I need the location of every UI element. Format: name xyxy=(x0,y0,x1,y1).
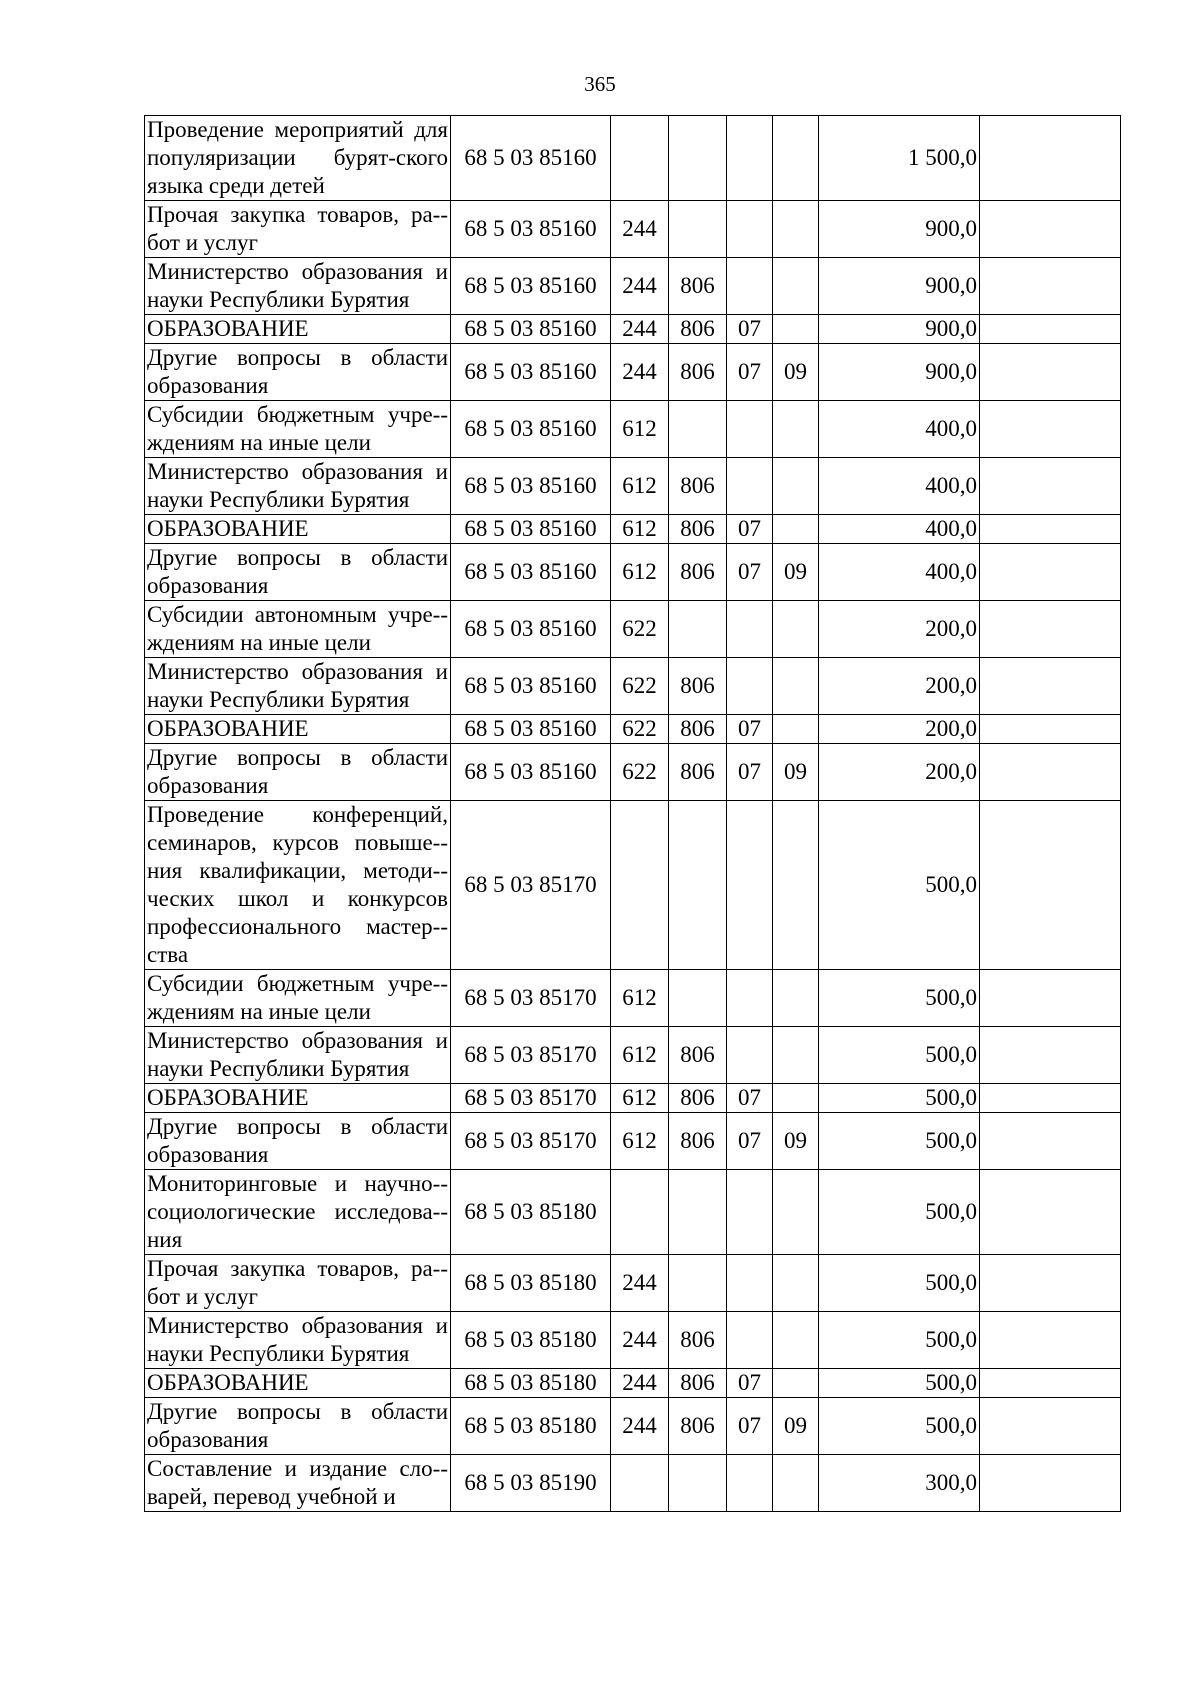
amount-cell: 900,0 xyxy=(819,201,980,258)
empty-cell xyxy=(980,258,1121,315)
table-row xyxy=(145,744,1121,801)
section-code-cell xyxy=(727,116,773,201)
table-row xyxy=(145,258,1121,315)
amount-cell: 300,0 xyxy=(819,1455,980,1512)
subsection-code-cell: 09 xyxy=(773,744,819,801)
amount-cell: 900,0 xyxy=(819,344,980,401)
agency-code-cell: 806 xyxy=(669,544,727,601)
table-row xyxy=(145,458,1121,515)
item-name-cell: Другие вопросы в области образования xyxy=(145,744,451,801)
amount-cell: 200,0 xyxy=(819,658,980,715)
subsection-code-cell xyxy=(773,1255,819,1312)
subsection-code-cell xyxy=(773,1027,819,1084)
target-code-cell: 68 5 03 85160 xyxy=(451,658,611,715)
expense-type-cell: 244 xyxy=(611,258,669,315)
section-code-cell xyxy=(727,1170,773,1255)
empty-cell xyxy=(980,715,1121,744)
table-row xyxy=(145,344,1121,401)
item-name-cell: Мониторинговые и научно-социологические исследова-ния xyxy=(145,1170,451,1255)
empty-cell xyxy=(980,744,1121,801)
empty-cell xyxy=(980,1084,1121,1113)
section-code-cell: 07 xyxy=(727,1398,773,1455)
agency-code-cell xyxy=(669,201,727,258)
target-code-cell: 68 5 03 85170 xyxy=(451,801,611,970)
table-row xyxy=(145,658,1121,715)
table-row xyxy=(145,1113,1121,1170)
item-name-cell: Проведение конференций, семинаров, курсов повыше-ния квалификации, методи-ческих школ и конкурсов профессионального мастер-ства xyxy=(145,801,451,970)
item-name-cell: Прочая закупка товаров, ра-бот и услуг xyxy=(145,201,451,258)
subsection-code-cell xyxy=(773,1170,819,1255)
subsection-code-cell xyxy=(773,201,819,258)
agency-code-cell: 806 xyxy=(669,258,727,315)
agency-code-cell xyxy=(669,401,727,458)
section-code-cell xyxy=(727,1312,773,1369)
expense-type-cell: 244 xyxy=(611,1398,669,1455)
item-name-cell: Другие вопросы в области образования xyxy=(145,1113,451,1170)
amount-cell: 400,0 xyxy=(819,544,980,601)
target-code-cell: 68 5 03 85160 xyxy=(451,401,611,458)
amount-cell: 400,0 xyxy=(819,515,980,544)
budget-table-body xyxy=(145,116,1121,1512)
amount-cell: 200,0 xyxy=(819,715,980,744)
empty-cell xyxy=(980,1027,1121,1084)
empty-cell xyxy=(980,1369,1121,1398)
empty-cell xyxy=(980,1170,1121,1255)
section-code-cell: 07 xyxy=(727,1369,773,1398)
expense-type-cell: 244 xyxy=(611,1369,669,1398)
item-name-cell: Проведение мероприятий для популяризации бурят-ского языка среди детей xyxy=(145,116,451,201)
agency-code-cell: 806 xyxy=(669,744,727,801)
item-name-cell: ОБРАЗОВАНИЕ xyxy=(145,715,451,744)
section-code-cell xyxy=(727,1455,773,1512)
agency-code-cell xyxy=(669,601,727,658)
item-name-cell: Субсидии бюджетным учре-ждениям на иные цели xyxy=(145,401,451,458)
table-row xyxy=(145,1398,1121,1455)
expense-type-cell xyxy=(611,1170,669,1255)
section-code-cell xyxy=(727,258,773,315)
agency-code-cell: 806 xyxy=(669,1027,727,1084)
table-row xyxy=(145,515,1121,544)
expense-type-cell: 244 xyxy=(611,1255,669,1312)
expense-type-cell: 612 xyxy=(611,544,669,601)
target-code-cell: 68 5 03 85160 xyxy=(451,515,611,544)
section-code-cell: 07 xyxy=(727,315,773,344)
expense-type-cell: 244 xyxy=(611,1312,669,1369)
subsection-code-cell: 09 xyxy=(773,1398,819,1455)
empty-cell xyxy=(980,1113,1121,1170)
subsection-code-cell xyxy=(773,715,819,744)
empty-cell xyxy=(980,544,1121,601)
item-name-cell: Другие вопросы в области образования xyxy=(145,344,451,401)
amount-cell: 500,0 xyxy=(819,1170,980,1255)
section-code-cell: 07 xyxy=(727,715,773,744)
empty-cell xyxy=(980,401,1121,458)
agency-code-cell: 806 xyxy=(669,1312,727,1369)
target-code-cell: 68 5 03 85160 xyxy=(451,715,611,744)
section-code-cell xyxy=(727,458,773,515)
agency-code-cell: 806 xyxy=(669,344,727,401)
subsection-code-cell: 09 xyxy=(773,544,819,601)
expense-type-cell: 612 xyxy=(611,1113,669,1170)
item-name-cell: ОБРАЗОВАНИЕ xyxy=(145,1369,451,1398)
empty-cell xyxy=(980,1398,1121,1455)
agency-code-cell: 806 xyxy=(669,315,727,344)
table-row xyxy=(145,201,1121,258)
section-code-cell: 07 xyxy=(727,544,773,601)
agency-code-cell xyxy=(669,116,727,201)
empty-cell xyxy=(980,201,1121,258)
agency-code-cell xyxy=(669,801,727,970)
amount-cell: 200,0 xyxy=(819,601,980,658)
table-row xyxy=(145,801,1121,970)
amount-cell: 500,0 xyxy=(819,801,980,970)
empty-cell xyxy=(980,970,1121,1027)
expense-type-cell: 244 xyxy=(611,201,669,258)
amount-cell: 500,0 xyxy=(819,1398,980,1455)
empty-cell xyxy=(980,458,1121,515)
agency-code-cell: 806 xyxy=(669,515,727,544)
target-code-cell: 68 5 03 85170 xyxy=(451,1113,611,1170)
table-row xyxy=(145,715,1121,744)
agency-code-cell: 806 xyxy=(669,1113,727,1170)
empty-cell xyxy=(980,515,1121,544)
table-row xyxy=(145,1170,1121,1255)
subsection-code-cell xyxy=(773,601,819,658)
empty-cell xyxy=(980,601,1121,658)
amount-cell: 500,0 xyxy=(819,1027,980,1084)
expense-type-cell: 612 xyxy=(611,458,669,515)
item-name-cell: Министерство образования и науки Республики Бурятия xyxy=(145,658,451,715)
agency-code-cell xyxy=(669,970,727,1027)
table-row xyxy=(145,1027,1121,1084)
agency-code-cell: 806 xyxy=(669,458,727,515)
item-name-cell: Субсидии автономным учре-ждениям на иные цели xyxy=(145,601,451,658)
section-code-cell xyxy=(727,601,773,658)
empty-cell xyxy=(980,1455,1121,1512)
table-row xyxy=(145,315,1121,344)
target-code-cell: 68 5 03 85180 xyxy=(451,1369,611,1398)
item-name-cell: ОБРАЗОВАНИЕ xyxy=(145,1084,451,1113)
expense-type-cell: 622 xyxy=(611,601,669,658)
amount-cell: 500,0 xyxy=(819,1084,980,1113)
item-name-cell: Министерство образования и науки Республики Бурятия xyxy=(145,1027,451,1084)
subsection-code-cell xyxy=(773,1369,819,1398)
subsection-code-cell xyxy=(773,658,819,715)
target-code-cell: 68 5 03 85180 xyxy=(451,1312,611,1369)
empty-cell xyxy=(980,1312,1121,1369)
table-row xyxy=(145,1455,1121,1512)
item-name-cell: Министерство образования и науки Республики Бурятия xyxy=(145,1312,451,1369)
table-row xyxy=(145,1255,1121,1312)
table-row xyxy=(145,1312,1121,1369)
agency-code-cell: 806 xyxy=(669,1369,727,1398)
expense-type-cell: 622 xyxy=(611,658,669,715)
target-code-cell: 68 5 03 85160 xyxy=(451,344,611,401)
expense-type-cell: 622 xyxy=(611,715,669,744)
expense-type-cell: 612 xyxy=(611,970,669,1027)
expense-type-cell xyxy=(611,801,669,970)
target-code-cell: 68 5 03 85160 xyxy=(451,744,611,801)
subsection-code-cell xyxy=(773,515,819,544)
item-name-cell: ОБРАЗОВАНИЕ xyxy=(145,315,451,344)
target-code-cell: 68 5 03 85170 xyxy=(451,1027,611,1084)
expense-type-cell xyxy=(611,1455,669,1512)
subsection-code-cell xyxy=(773,801,819,970)
target-code-cell: 68 5 03 85180 xyxy=(451,1255,611,1312)
item-name-cell: Другие вопросы в области образования xyxy=(145,1398,451,1455)
item-name-cell: Министерство образования и науки Республики Бурятия xyxy=(145,458,451,515)
target-code-cell: 68 5 03 85160 xyxy=(451,544,611,601)
empty-cell xyxy=(980,658,1121,715)
amount-cell: 200,0 xyxy=(819,744,980,801)
target-code-cell: 68 5 03 85160 xyxy=(451,315,611,344)
agency-code-cell: 806 xyxy=(669,1084,727,1113)
table-row xyxy=(145,401,1121,458)
empty-cell xyxy=(980,344,1121,401)
budget-table xyxy=(144,115,1121,1512)
target-code-cell: 68 5 03 85160 xyxy=(451,458,611,515)
item-name-cell: Прочая закупка товаров, ра-бот и услуг xyxy=(145,1255,451,1312)
subsection-code-cell xyxy=(773,258,819,315)
amount-cell: 900,0 xyxy=(819,315,980,344)
expense-type-cell xyxy=(611,116,669,201)
amount-cell: 400,0 xyxy=(819,401,980,458)
amount-cell: 500,0 xyxy=(819,970,980,1027)
subsection-code-cell xyxy=(773,970,819,1027)
expense-type-cell: 612 xyxy=(611,1084,669,1113)
amount-cell: 500,0 xyxy=(819,1255,980,1312)
table-row xyxy=(145,970,1121,1027)
section-code-cell xyxy=(727,201,773,258)
section-code-cell xyxy=(727,1027,773,1084)
page-number: 365 xyxy=(584,72,616,96)
item-name-cell: Министерство образования и науки Республики Бурятия xyxy=(145,258,451,315)
target-code-cell: 68 5 03 85170 xyxy=(451,1084,611,1113)
empty-cell xyxy=(980,315,1121,344)
target-code-cell: 68 5 03 85160 xyxy=(451,258,611,315)
section-code-cell: 07 xyxy=(727,1084,773,1113)
expense-type-cell: 612 xyxy=(611,401,669,458)
section-code-cell: 07 xyxy=(727,515,773,544)
target-code-cell: 68 5 03 85170 xyxy=(451,970,611,1027)
amount-cell: 1 500,0 xyxy=(819,116,980,201)
section-code-cell xyxy=(727,401,773,458)
subsection-code-cell: 09 xyxy=(773,1113,819,1170)
expense-type-cell: 622 xyxy=(611,744,669,801)
target-code-cell: 68 5 03 85180 xyxy=(451,1398,611,1455)
subsection-code-cell xyxy=(773,1084,819,1113)
item-name-cell: Другие вопросы в области образования xyxy=(145,544,451,601)
empty-cell xyxy=(980,1255,1121,1312)
agency-code-cell xyxy=(669,1255,727,1312)
amount-cell: 900,0 xyxy=(819,258,980,315)
amount-cell: 500,0 xyxy=(819,1113,980,1170)
subsection-code-cell xyxy=(773,1455,819,1512)
target-code-cell: 68 5 03 85160 xyxy=(451,116,611,201)
table-row xyxy=(145,601,1121,658)
section-code-cell xyxy=(727,801,773,970)
empty-cell xyxy=(980,116,1121,201)
section-code-cell: 07 xyxy=(727,744,773,801)
expense-type-cell: 244 xyxy=(611,315,669,344)
target-code-cell: 68 5 03 85160 xyxy=(451,601,611,658)
agency-code-cell: 806 xyxy=(669,715,727,744)
subsection-code-cell xyxy=(773,401,819,458)
amount-cell: 500,0 xyxy=(819,1312,980,1369)
subsection-code-cell xyxy=(773,1312,819,1369)
agency-code-cell xyxy=(669,1455,727,1512)
target-code-cell: 68 5 03 85190 xyxy=(451,1455,611,1512)
table-row xyxy=(145,1369,1121,1398)
target-code-cell: 68 5 03 85160 xyxy=(451,201,611,258)
expense-type-cell: 244 xyxy=(611,344,669,401)
table-row xyxy=(145,1084,1121,1113)
item-name-cell: ОБРАЗОВАНИЕ xyxy=(145,515,451,544)
subsection-code-cell xyxy=(773,315,819,344)
target-code-cell: 68 5 03 85180 xyxy=(451,1170,611,1255)
subsection-code-cell xyxy=(773,116,819,201)
empty-cell xyxy=(980,801,1121,970)
amount-cell: 400,0 xyxy=(819,458,980,515)
item-name-cell: Субсидии бюджетным учре-ждениям на иные цели xyxy=(145,970,451,1027)
amount-cell: 500,0 xyxy=(819,1369,980,1398)
section-code-cell xyxy=(727,1255,773,1312)
expense-type-cell: 612 xyxy=(611,1027,669,1084)
expense-type-cell: 612 xyxy=(611,515,669,544)
agency-code-cell: 806 xyxy=(669,1398,727,1455)
agency-code-cell xyxy=(669,1170,727,1255)
agency-code-cell: 806 xyxy=(669,658,727,715)
table-row xyxy=(145,116,1121,201)
subsection-code-cell xyxy=(773,458,819,515)
section-code-cell: 07 xyxy=(727,344,773,401)
table-row xyxy=(145,544,1121,601)
subsection-code-cell: 09 xyxy=(773,344,819,401)
section-code-cell: 07 xyxy=(727,1113,773,1170)
section-code-cell xyxy=(727,658,773,715)
section-code-cell xyxy=(727,970,773,1027)
item-name-cell: Составление и издание сло-варей, перевод учебной и xyxy=(145,1455,451,1512)
